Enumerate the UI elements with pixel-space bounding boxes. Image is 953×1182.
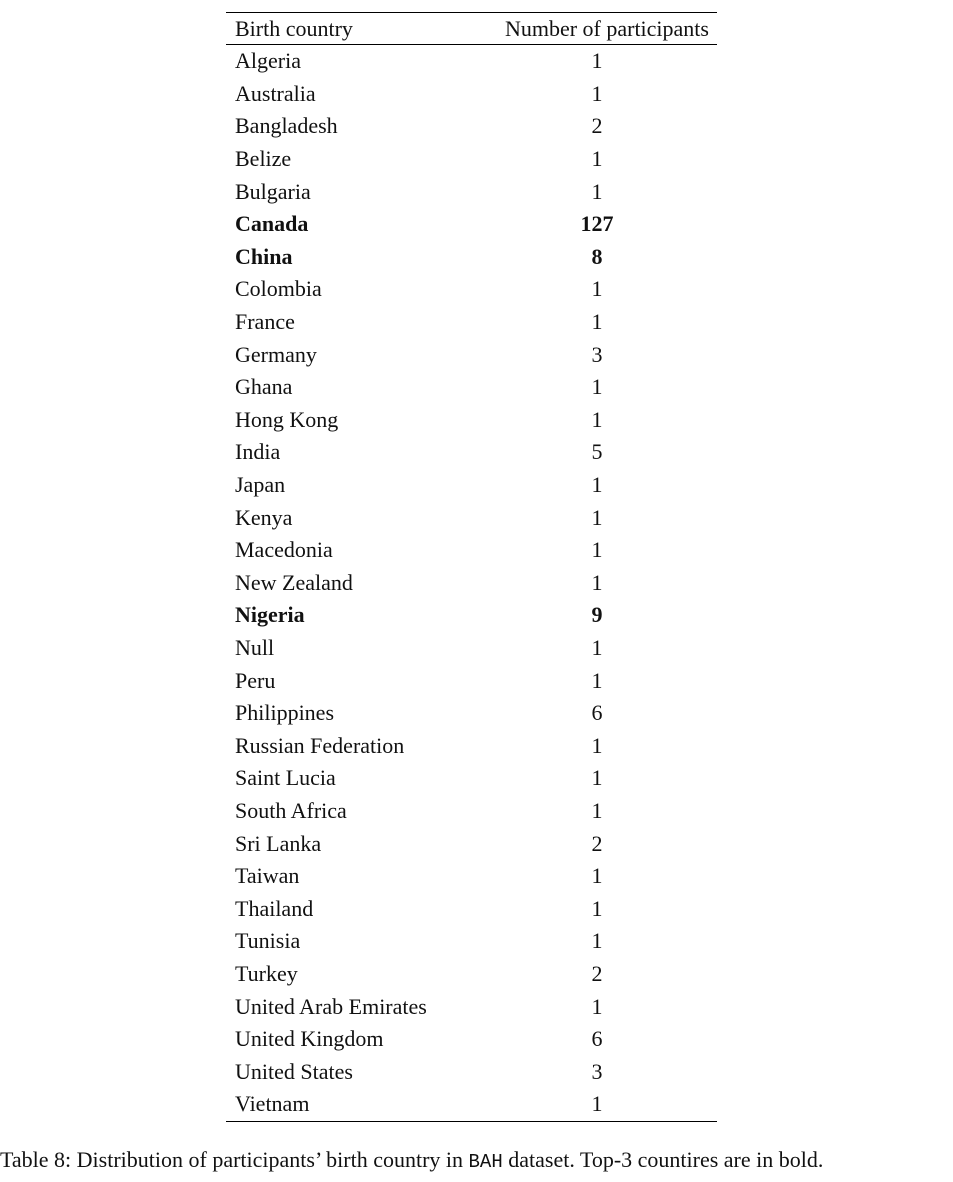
- table-row: [226, 892, 717, 925]
- table-row: [226, 78, 717, 111]
- country-cell: Vietnam: [235, 1091, 310, 1117]
- country-cell: Belize: [235, 146, 292, 172]
- country-cell: Philippines: [235, 700, 335, 726]
- count-cell: 1: [591, 569, 603, 595]
- table-row: [226, 795, 717, 828]
- country-cell: United Kingdom: [235, 1026, 384, 1052]
- birth-country-table: [226, 12, 717, 1122]
- count-cell: 1: [591, 928, 603, 954]
- count-cell: 1: [591, 276, 603, 302]
- country-cell: Canada: [235, 211, 309, 237]
- country-cell: Bulgaria: [235, 178, 311, 204]
- table-row: [226, 729, 717, 762]
- country-cell: New Zealand: [235, 569, 353, 595]
- caption-prefix: Table 8: Distribution of participants’ birth country in: [0, 1147, 469, 1172]
- country-cell: Tunisia: [235, 928, 301, 954]
- count-cell: 1: [591, 80, 603, 106]
- country-cell: Null: [235, 634, 275, 660]
- count-cell: 1: [591, 732, 603, 758]
- country-cell: Hong Kong: [235, 406, 339, 432]
- country-cell: Turkey: [235, 960, 298, 986]
- count-cell: 5: [591, 439, 603, 465]
- country-cell: Australia: [235, 80, 316, 106]
- count-cell: 1: [591, 537, 603, 563]
- table-row: [226, 599, 717, 632]
- count-cell: 1: [591, 765, 603, 791]
- count-cell: 2: [591, 830, 603, 856]
- table-row: [226, 958, 717, 991]
- count-cell: 1: [591, 504, 603, 530]
- table-row: [226, 762, 717, 795]
- table-row: [226, 827, 717, 860]
- count-cell: 1: [591, 1091, 603, 1117]
- table-row: [226, 143, 717, 176]
- count-cell: 3: [591, 341, 603, 367]
- table-row: [226, 338, 717, 371]
- country-cell: Algeria: [235, 48, 301, 74]
- country-cell: Russian Federation: [235, 732, 405, 758]
- table-row: [226, 436, 717, 469]
- table-row: [226, 241, 717, 274]
- country-cell: Sri Lanka: [235, 830, 322, 856]
- country-cell: Japan: [235, 472, 286, 498]
- table-row: [226, 664, 717, 697]
- caption-dataset-name: BAH: [468, 1151, 503, 1173]
- country-cell: South Africa: [235, 797, 347, 823]
- count-cell: 1: [591, 374, 603, 400]
- count-cell: 3: [591, 1058, 603, 1084]
- count-cell: 2: [591, 113, 603, 139]
- country-cell: Nigeria: [235, 602, 305, 628]
- count-cell: 1: [591, 309, 603, 335]
- country-cell: United Arab Emirates: [235, 993, 427, 1019]
- country-cell: Saint Lucia: [235, 765, 336, 791]
- count-cell: 6: [591, 1026, 603, 1052]
- count-cell: 1: [591, 48, 603, 74]
- country-cell: Kenya: [235, 504, 293, 530]
- table-row: [226, 860, 717, 893]
- country-cell: Thailand: [235, 895, 314, 921]
- count-cell: 1: [591, 634, 603, 660]
- country-cell: Colombia: [235, 276, 322, 302]
- table-row: [226, 697, 717, 730]
- country-cell: United States: [235, 1058, 353, 1084]
- table-row: [226, 632, 717, 665]
- table-header: [226, 13, 717, 45]
- country-cell: France: [235, 309, 295, 335]
- count-cell: 1: [591, 863, 603, 889]
- country-cell: Peru: [235, 667, 276, 693]
- count-cell: 1: [591, 667, 603, 693]
- header-number-of-participants: Number of participants: [504, 15, 709, 41]
- table-row: [226, 208, 717, 241]
- header-birth-country: Birth country: [235, 15, 353, 41]
- country-cell: Bangladesh: [235, 113, 338, 139]
- table-caption: [0, 1147, 953, 1173]
- count-cell: 9: [591, 602, 603, 628]
- country-cell: Macedonia: [235, 537, 333, 563]
- count-cell: 1: [591, 993, 603, 1019]
- country-cell: Taiwan: [235, 863, 300, 889]
- country-cell: India: [235, 439, 281, 465]
- table-row: [226, 175, 717, 208]
- count-cell: 1: [591, 178, 603, 204]
- count-cell: 1: [591, 146, 603, 172]
- table-body: [226, 45, 717, 1121]
- table-row: [226, 990, 717, 1023]
- caption-suffix: dataset. Top-3 countires are in bold.: [502, 1147, 824, 1172]
- table-row: [226, 567, 717, 600]
- table-row: [226, 1088, 717, 1121]
- count-cell: 1: [591, 895, 603, 921]
- table-row: [226, 1055, 717, 1088]
- count-cell: 1: [591, 406, 603, 432]
- count-cell: 2: [591, 960, 603, 986]
- table-row: [226, 404, 717, 437]
- count-cell: 1: [591, 472, 603, 498]
- table-row: [226, 925, 717, 958]
- count-cell: 127: [580, 211, 614, 237]
- table-row: [226, 110, 717, 143]
- table-row: [226, 534, 717, 567]
- table-row: [226, 273, 717, 306]
- table-row: [226, 306, 717, 339]
- count-cell: 1: [591, 797, 603, 823]
- count-cell: 8: [591, 243, 603, 269]
- table-row: [226, 501, 717, 534]
- country-cell: China: [235, 243, 293, 269]
- table-row: [226, 371, 717, 404]
- table-row: [226, 1023, 717, 1056]
- count-cell: 6: [591, 700, 603, 726]
- country-cell: Germany: [235, 341, 317, 367]
- country-cell: Ghana: [235, 374, 293, 400]
- table-row: [226, 45, 717, 78]
- table-row: [226, 469, 717, 502]
